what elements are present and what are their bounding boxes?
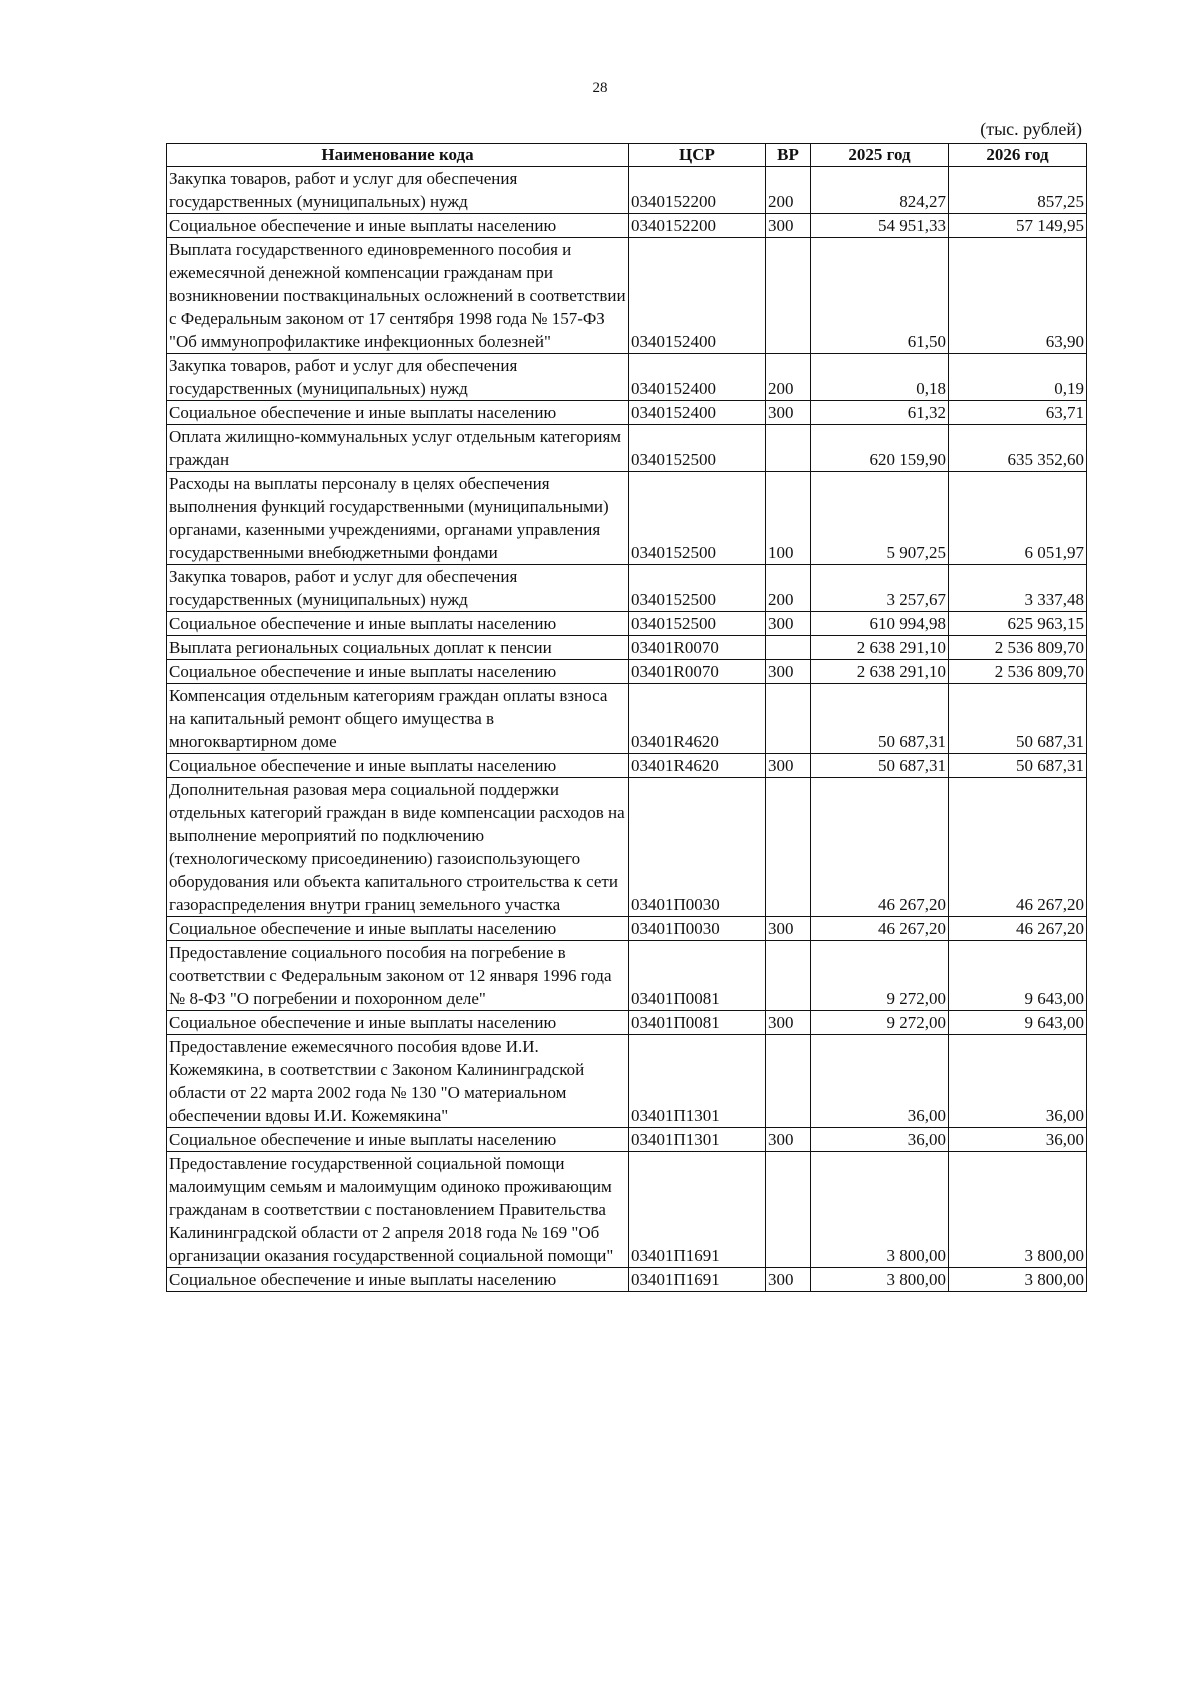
cell-2025: 610 994,98	[811, 612, 949, 636]
cell-vr	[766, 238, 811, 354]
cell-csr: 03401П0081	[629, 1011, 766, 1035]
cell-2026: 0,19	[949, 354, 1087, 401]
cell-name: Социальное обеспечение и иные выплаты населению	[167, 1011, 629, 1035]
cell-2025: 61,50	[811, 238, 949, 354]
cell-vr: 300	[766, 917, 811, 941]
cell-name: Закупка товаров, работ и услуг для обеспечения государственных (муниципальных) нужд	[167, 565, 629, 612]
cell-2026: 36,00	[949, 1128, 1087, 1152]
cell-csr: 0340152500	[629, 472, 766, 565]
table-row	[167, 941, 1087, 1011]
cell-2026: 57 149,95	[949, 214, 1087, 238]
cell-2026: 50 687,31	[949, 684, 1087, 754]
cell-vr: 300	[766, 612, 811, 636]
table-row	[167, 660, 1087, 684]
cell-2026: 36,00	[949, 1035, 1087, 1128]
cell-2026: 3 800,00	[949, 1152, 1087, 1268]
cell-name: Предоставление государственной социальной помощи малоимущим семьям и малоимущим одиноко проживающим гражданам в соответствии с постановлением Правительства Калининградской области от 2 апреля 2018 года № 169 "Об организации оказания государственной социальной помощи"	[167, 1152, 629, 1268]
table-row	[167, 1152, 1087, 1268]
table-row	[167, 636, 1087, 660]
table-row	[167, 214, 1087, 238]
table-row	[167, 1011, 1087, 1035]
cell-vr: 300	[766, 214, 811, 238]
cell-csr: 03401R0070	[629, 660, 766, 684]
cell-name: Социальное обеспечение и иные выплаты населению	[167, 401, 629, 425]
cell-csr: 03401П0081	[629, 941, 766, 1011]
cell-name: Социальное обеспечение и иные выплаты населению	[167, 214, 629, 238]
table-header-row	[167, 144, 1087, 167]
cell-csr: 03401R0070	[629, 636, 766, 660]
cell-name: Социальное обеспечение и иные выплаты населению	[167, 754, 629, 778]
cell-csr: 0340152200	[629, 167, 766, 214]
table-row	[167, 612, 1087, 636]
cell-2026: 46 267,20	[949, 778, 1087, 917]
cell-2026: 625 963,15	[949, 612, 1087, 636]
cell-csr: 0340152500	[629, 612, 766, 636]
table-row	[167, 1035, 1087, 1128]
cell-vr	[766, 941, 811, 1011]
cell-vr: 100	[766, 472, 811, 565]
cell-vr	[766, 684, 811, 754]
cell-csr: 0340152400	[629, 238, 766, 354]
cell-2026: 63,90	[949, 238, 1087, 354]
cell-vr	[766, 1035, 811, 1128]
cell-name: Выплата региональных социальных доплат к пенсии	[167, 636, 629, 660]
cell-2025: 50 687,31	[811, 754, 949, 778]
cell-2026: 2 536 809,70	[949, 636, 1087, 660]
cell-name: Компенсация отдельным категориям граждан оплаты взноса на капитальный ремонт общего имущества в многоквартирном доме	[167, 684, 629, 754]
table-row	[167, 238, 1087, 354]
cell-name: Социальное обеспечение и иные выплаты населению	[167, 1128, 629, 1152]
cell-name: Закупка товаров, работ и услуг для обеспечения государственных (муниципальных) нужд	[167, 354, 629, 401]
cell-2025: 3 257,67	[811, 565, 949, 612]
cell-2025: 0,18	[811, 354, 949, 401]
cell-vr	[766, 636, 811, 660]
cell-csr: 0340152400	[629, 354, 766, 401]
table-row	[167, 754, 1087, 778]
cell-csr: 03401П0030	[629, 917, 766, 941]
budget-table	[166, 143, 1087, 1292]
cell-2026: 46 267,20	[949, 917, 1087, 941]
cell-vr	[766, 1152, 811, 1268]
cell-name: Социальное обеспечение и иные выплаты населению	[167, 612, 629, 636]
header-2025: 2025 год	[811, 144, 949, 167]
header-name: Наименование кода	[167, 144, 629, 167]
cell-name: Предоставление социального пособия на погребение в соответствии с Федеральным законом от 12 января 1996 года № 8-ФЗ "О погребении и похоронном деле"	[167, 941, 629, 1011]
cell-2025: 36,00	[811, 1035, 949, 1128]
header-2026: 2026 год	[949, 144, 1087, 167]
cell-2026: 3 337,48	[949, 565, 1087, 612]
cell-csr: 03401П0030	[629, 778, 766, 917]
cell-2025: 50 687,31	[811, 684, 949, 754]
cell-vr: 300	[766, 1128, 811, 1152]
table-row	[167, 565, 1087, 612]
cell-name: Социальное обеспечение и иные выплаты населению	[167, 660, 629, 684]
cell-name: Социальное обеспечение и иные выплаты населению	[167, 1268, 629, 1292]
table-row	[167, 917, 1087, 941]
cell-csr: 0340152500	[629, 565, 766, 612]
cell-2025: 9 272,00	[811, 1011, 949, 1035]
cell-2025: 5 907,25	[811, 472, 949, 565]
cell-name: Расходы на выплаты персоналу в целях обеспечения выполнения функций государственными (муниципальными) органами, казенными учреждениями, органами управления государственными внебюджетными фондами	[167, 472, 629, 565]
table-row	[167, 472, 1087, 565]
cell-2025: 46 267,20	[811, 778, 949, 917]
cell-vr: 200	[766, 167, 811, 214]
cell-name: Выплата государственного единовременного пособия и ежемесячной денежной компенсации гражданам при возникновении поствакцинальных осложнений в соответствии с Федеральным законом от 17 сентября 1998 года № 157-ФЗ "Об иммунопрофилактике инфекционных болезней"	[167, 238, 629, 354]
cell-csr: 03401П1691	[629, 1268, 766, 1292]
cell-vr: 300	[766, 660, 811, 684]
table-row	[167, 401, 1087, 425]
page-number: 28	[592, 80, 608, 96]
cell-vr: 200	[766, 354, 811, 401]
cell-vr: 300	[766, 1268, 811, 1292]
cell-csr: 0340152500	[629, 425, 766, 472]
cell-csr: 03401R4620	[629, 754, 766, 778]
cell-name: Закупка товаров, работ и услуг для обеспечения государственных (муниципальных) нужд	[167, 167, 629, 214]
cell-vr: 300	[766, 1011, 811, 1035]
cell-name: Оплата жилищно-коммунальных услуг отдельным категориям граждан	[167, 425, 629, 472]
units-label: (тыс. рублей)	[980, 119, 1082, 139]
cell-vr: 200	[766, 565, 811, 612]
cell-csr: 0340152400	[629, 401, 766, 425]
table-row	[167, 684, 1087, 754]
cell-vr	[766, 778, 811, 917]
cell-2026: 50 687,31	[949, 754, 1087, 778]
cell-2025: 2 638 291,10	[811, 636, 949, 660]
cell-2026: 635 352,60	[949, 425, 1087, 472]
cell-name: Предоставление ежемесячного пособия вдове И.И. Кожемякина, в соответствии с Законом Калининградской области от 22 марта 2002 года № 130 "О материальном обеспечении вдовы И.И. Кожемякина"	[167, 1035, 629, 1128]
cell-vr: 300	[766, 401, 811, 425]
table-row	[167, 354, 1087, 401]
table-row	[167, 425, 1087, 472]
cell-2026: 9 643,00	[949, 1011, 1087, 1035]
cell-2026: 63,71	[949, 401, 1087, 425]
cell-vr: 300	[766, 754, 811, 778]
cell-2025: 824,27	[811, 167, 949, 214]
cell-2025: 3 800,00	[811, 1268, 949, 1292]
cell-2025: 36,00	[811, 1128, 949, 1152]
cell-2026: 2 536 809,70	[949, 660, 1087, 684]
cell-2026: 857,25	[949, 167, 1087, 214]
table-row	[167, 778, 1087, 917]
cell-2026: 6 051,97	[949, 472, 1087, 565]
cell-2025: 2 638 291,10	[811, 660, 949, 684]
cell-csr: 03401R4620	[629, 684, 766, 754]
table-body	[167, 167, 1087, 1292]
cell-csr: 03401П1691	[629, 1152, 766, 1268]
cell-name: Социальное обеспечение и иные выплаты населению	[167, 917, 629, 941]
cell-csr: 03401П1301	[629, 1035, 766, 1128]
header-csr: ЦСР	[629, 144, 766, 167]
table-row	[167, 1128, 1087, 1152]
cell-2025: 61,32	[811, 401, 949, 425]
table-row	[167, 1268, 1087, 1292]
header-vr: ВР	[766, 144, 811, 167]
cell-csr: 03401П1301	[629, 1128, 766, 1152]
cell-2025: 54 951,33	[811, 214, 949, 238]
cell-2026: 9 643,00	[949, 941, 1087, 1011]
cell-vr	[766, 425, 811, 472]
cell-2025: 9 272,00	[811, 941, 949, 1011]
cell-csr: 0340152200	[629, 214, 766, 238]
cell-2026: 3 800,00	[949, 1268, 1087, 1292]
table-row	[167, 167, 1087, 214]
cell-name: Дополнительная разовая мера социальной поддержки отдельных категорий граждан в виде компенсации расходов на выполнение мероприятий по подключению (технологическому присоединению) газоиспользующего оборудования или объекта капитального строительства к сети газораспределения внутри границ земельного участка	[167, 778, 629, 917]
cell-2025: 46 267,20	[811, 917, 949, 941]
cell-2025: 3 800,00	[811, 1152, 949, 1268]
cell-2025: 620 159,90	[811, 425, 949, 472]
